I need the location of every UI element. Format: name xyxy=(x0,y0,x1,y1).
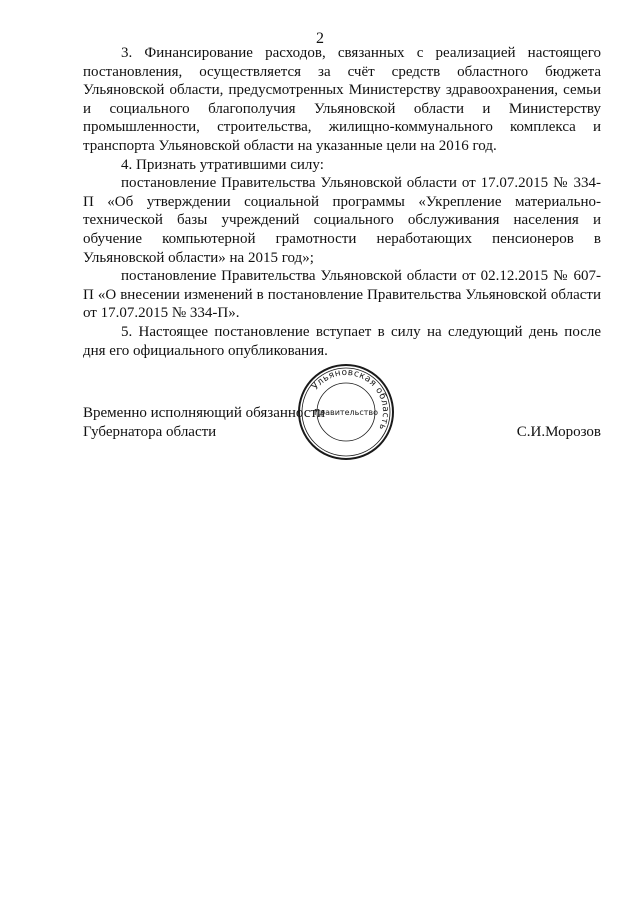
seal-ring-text: Ульяновская область xyxy=(310,367,391,432)
paragraph-repeal-item-1: постановление Правительства Ульяновской области от 17.07.2015 № 334-П «Об утверждении социальной программы «Укрепление материально-технической базы учреждений социального обслуживания населения и обучение компьютерной грамотности неработающих пенсионеров в Ульяновской области» на 2015 год»; xyxy=(83,175,601,266)
seal-center-text: Правительство xyxy=(314,408,378,417)
paragraph-effective-date: 5. Настоящее постановление вступает в силу на следующий день после дня его официального опубликования. xyxy=(83,323,601,359)
position-line-2: Губернатора области xyxy=(83,424,217,440)
page-number: 2 xyxy=(316,30,324,47)
signatory-position xyxy=(83,404,325,442)
paragraph-repeal-item-2: постановление Правительства Ульяновской области от 02.12.2015 № 607-П «О внесении изменений в постановление Правительства Ульяновской области от 17.07.2015 № 334-П». xyxy=(83,268,601,322)
document-body xyxy=(83,44,601,360)
official-seal xyxy=(296,362,396,462)
paragraph-repeal-heading: 4. Признать утратившими силу: xyxy=(121,156,324,173)
position-line-1: Временно исполняющий обязанности xyxy=(83,405,326,421)
paragraph-financing: 3. Финансирование расходов, связанных с реализацией настоящего постановления, осуществляется за счёт средств областного бюджета Ульяновской области, предусмотренных Министерству здравоохранения, семьи и социального благополучия Ульяновской области и Министерству промышленности, строительства, жилищно-коммунального комплекса и транспорта Ульяновской области на указанные цели на 2016 год. xyxy=(83,45,601,154)
signatory-name: С.И.Морозов xyxy=(516,424,601,440)
